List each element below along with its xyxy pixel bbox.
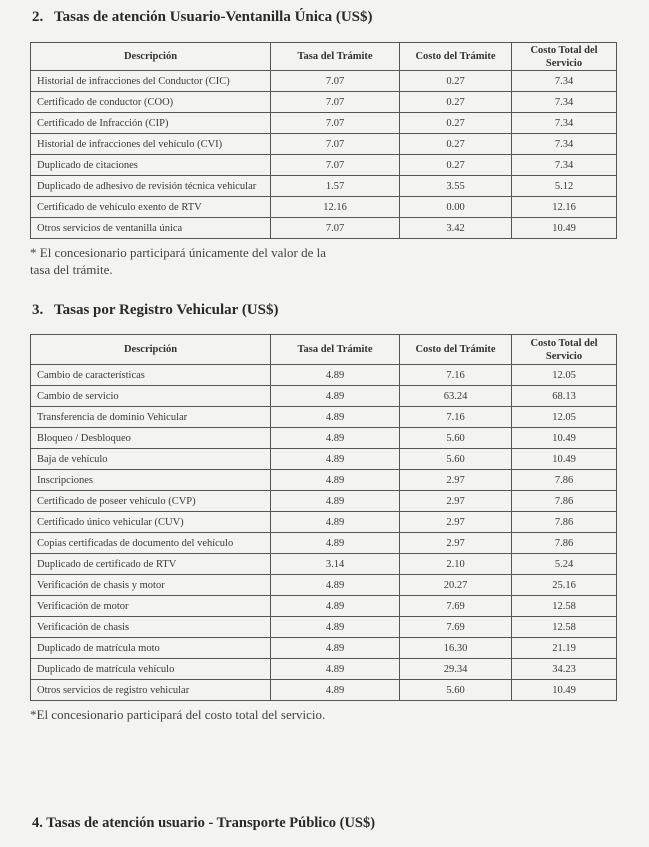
row-tasa: 4.89 <box>271 659 400 680</box>
row-costo: 0.27 <box>400 71 512 92</box>
row-description: Certificado de conductor (COO) <box>31 92 271 113</box>
row-description: Verificación de motor <box>31 596 271 617</box>
row-total: 12.58 <box>512 596 617 617</box>
table-row <box>31 533 617 554</box>
table-row <box>31 155 617 176</box>
row-tasa: 4.89 <box>271 617 400 638</box>
table-row <box>31 617 617 638</box>
section-2-note <box>30 244 326 278</box>
section-3-title-text: Tasas por Registro Vehicular (US$) <box>54 302 279 318</box>
row-description: Cambio de servicio <box>31 386 271 407</box>
row-description: Historial de infracciones del vehículo (CVI) <box>31 134 271 155</box>
row-description: Duplicado de matrícula vehículo <box>31 659 271 680</box>
row-description: Duplicado de citaciones <box>31 155 271 176</box>
row-tasa: 4.89 <box>271 365 400 386</box>
row-costo: 7.16 <box>400 365 512 386</box>
row-tasa: 4.89 <box>271 470 400 491</box>
row-description: Duplicado de adhesivo de revisión técnica vehicular <box>31 176 271 197</box>
ventanilla-table <box>30 42 617 239</box>
section-3-number: 3. <box>32 302 44 318</box>
row-tasa: 1.57 <box>271 176 400 197</box>
table-row <box>31 428 617 449</box>
header-tasa: Tasa del Trámite <box>271 335 400 365</box>
row-description: Cambio de características <box>31 365 271 386</box>
row-total: 7.34 <box>512 92 617 113</box>
table-row <box>31 638 617 659</box>
section-2-note-line2: tasa del trámite. <box>30 262 113 277</box>
section-4-title: 4. Tasas de atención usuario - Transporte Público (US$) <box>32 815 376 831</box>
row-total: 25.16 <box>512 575 617 596</box>
section-2-number: 2. <box>32 9 44 25</box>
row-tasa: 7.07 <box>271 155 400 176</box>
row-description: Otros servicios de registro vehicular <box>31 680 271 701</box>
row-tasa: 4.89 <box>271 680 400 701</box>
row-costo: 0.27 <box>400 134 512 155</box>
header-costo: Costo del Trámite <box>400 335 512 365</box>
row-costo: 2.97 <box>400 533 512 554</box>
row-description: Otros servicios de ventanilla única <box>31 218 271 239</box>
section-2-title <box>32 9 373 26</box>
header-descripcion: Descripción <box>31 335 271 365</box>
row-tasa: 4.89 <box>271 596 400 617</box>
table-row <box>31 176 617 197</box>
table-row <box>31 659 617 680</box>
row-total: 12.05 <box>512 365 617 386</box>
table-row <box>31 407 617 428</box>
table-row <box>31 218 617 239</box>
row-total: 7.86 <box>512 533 617 554</box>
table-row <box>31 113 617 134</box>
row-costo: 0.00 <box>400 197 512 218</box>
row-description: Bloqueo / Desbloqueo <box>31 428 271 449</box>
row-total: 10.49 <box>512 680 617 701</box>
row-description: Verificación de chasis y motor <box>31 575 271 596</box>
row-tasa: 4.89 <box>271 449 400 470</box>
table-row <box>31 449 617 470</box>
row-total: 10.49 <box>512 449 617 470</box>
row-tasa: 7.07 <box>271 71 400 92</box>
row-tasa: 4.89 <box>271 512 400 533</box>
row-total: 21.19 <box>512 638 617 659</box>
row-description: Certificado de vehículo exento de RTV <box>31 197 271 218</box>
row-description: Transferencia de dominio Vehicular <box>31 407 271 428</box>
row-tasa: 4.89 <box>271 428 400 449</box>
row-costo: 63.24 <box>400 386 512 407</box>
row-total: 12.05 <box>512 407 617 428</box>
row-costo: 2.97 <box>400 512 512 533</box>
table-row <box>31 470 617 491</box>
row-tasa: 4.89 <box>271 491 400 512</box>
row-total: 12.16 <box>512 197 617 218</box>
row-costo: 7.69 <box>400 617 512 638</box>
header-total: Costo Total del Servicio <box>512 335 617 365</box>
row-costo: 5.60 <box>400 428 512 449</box>
header-tasa: Tasa del Trámite <box>271 43 400 71</box>
table-row <box>31 512 617 533</box>
table-row <box>31 596 617 617</box>
table-row <box>31 680 617 701</box>
registro-vehicular-table <box>30 334 617 701</box>
row-costo: 3.55 <box>400 176 512 197</box>
table-row <box>31 575 617 596</box>
row-description: Duplicado de matrícula moto <box>31 638 271 659</box>
row-tasa: 4.89 <box>271 638 400 659</box>
row-description: Duplicado de certificado de RTV <box>31 554 271 575</box>
table-row <box>31 554 617 575</box>
row-total: 5.12 <box>512 176 617 197</box>
table-header-row <box>31 43 617 71</box>
row-description: Inscripciones <box>31 470 271 491</box>
table-row <box>31 134 617 155</box>
table-row <box>31 197 617 218</box>
header-total: Costo Total del Servicio <box>512 43 617 71</box>
row-total: 7.86 <box>512 512 617 533</box>
table-row <box>31 386 617 407</box>
table-row <box>31 92 617 113</box>
row-tasa: 7.07 <box>271 218 400 239</box>
row-costo: 0.27 <box>400 155 512 176</box>
row-total: 7.34 <box>512 155 617 176</box>
row-total: 7.34 <box>512 71 617 92</box>
row-costo: 5.60 <box>400 449 512 470</box>
row-description: Copias certificadas de documento del vehículo <box>31 533 271 554</box>
row-tasa: 7.07 <box>271 113 400 134</box>
row-tasa: 3.14 <box>271 554 400 575</box>
row-total: 7.34 <box>512 113 617 134</box>
row-costo: 7.16 <box>400 407 512 428</box>
row-total: 5.24 <box>512 554 617 575</box>
row-total: 68.13 <box>512 386 617 407</box>
row-total: 7.34 <box>512 134 617 155</box>
row-description: Certificado de Infracción (CIP) <box>31 113 271 134</box>
row-total: 10.49 <box>512 218 617 239</box>
row-tasa: 4.89 <box>271 386 400 407</box>
row-total: 34.23 <box>512 659 617 680</box>
row-description: Historial de infracciones del Conductor (CIC) <box>31 71 271 92</box>
section-2-title-text: Tasas de atención Usuario-Ventanilla Única (US$) <box>54 9 373 25</box>
table-row <box>31 491 617 512</box>
row-total: 7.86 <box>512 491 617 512</box>
row-total: 12.58 <box>512 617 617 638</box>
table-row <box>31 365 617 386</box>
table-header-row <box>31 335 617 365</box>
section-2-note-line1: * El concesionario participará únicamente del valor de la <box>30 245 326 260</box>
row-tasa: 7.07 <box>271 134 400 155</box>
row-description: Certificado de poseer vehículo (CVP) <box>31 491 271 512</box>
row-tasa: 4.89 <box>271 407 400 428</box>
row-costo: 20.27 <box>400 575 512 596</box>
row-costo: 0.27 <box>400 92 512 113</box>
row-description: Verificación de chasis <box>31 617 271 638</box>
row-costo: 16.30 <box>400 638 512 659</box>
row-costo: 5.60 <box>400 680 512 701</box>
row-tasa: 12.16 <box>271 197 400 218</box>
row-tasa: 4.89 <box>271 575 400 596</box>
row-description: Certificado único vehicular (CUV) <box>31 512 271 533</box>
row-costo: 3.42 <box>400 218 512 239</box>
row-costo: 7.69 <box>400 596 512 617</box>
section-3-note: *El concesionario participará del costo total del servicio. <box>30 707 326 722</box>
row-costo: 2.97 <box>400 470 512 491</box>
row-tasa: 4.89 <box>271 533 400 554</box>
header-descripcion: Descripción <box>31 43 271 71</box>
row-tasa: 7.07 <box>271 92 400 113</box>
row-total: 10.49 <box>512 428 617 449</box>
row-costo: 29.34 <box>400 659 512 680</box>
section-3-title <box>32 302 278 319</box>
row-costo: 2.97 <box>400 491 512 512</box>
row-costo: 2.10 <box>400 554 512 575</box>
header-costo: Costo del Trámite <box>400 43 512 71</box>
row-description: Baja de vehículo <box>31 449 271 470</box>
table-row <box>31 71 617 92</box>
row-costo: 0.27 <box>400 113 512 134</box>
row-total: 7.86 <box>512 470 617 491</box>
